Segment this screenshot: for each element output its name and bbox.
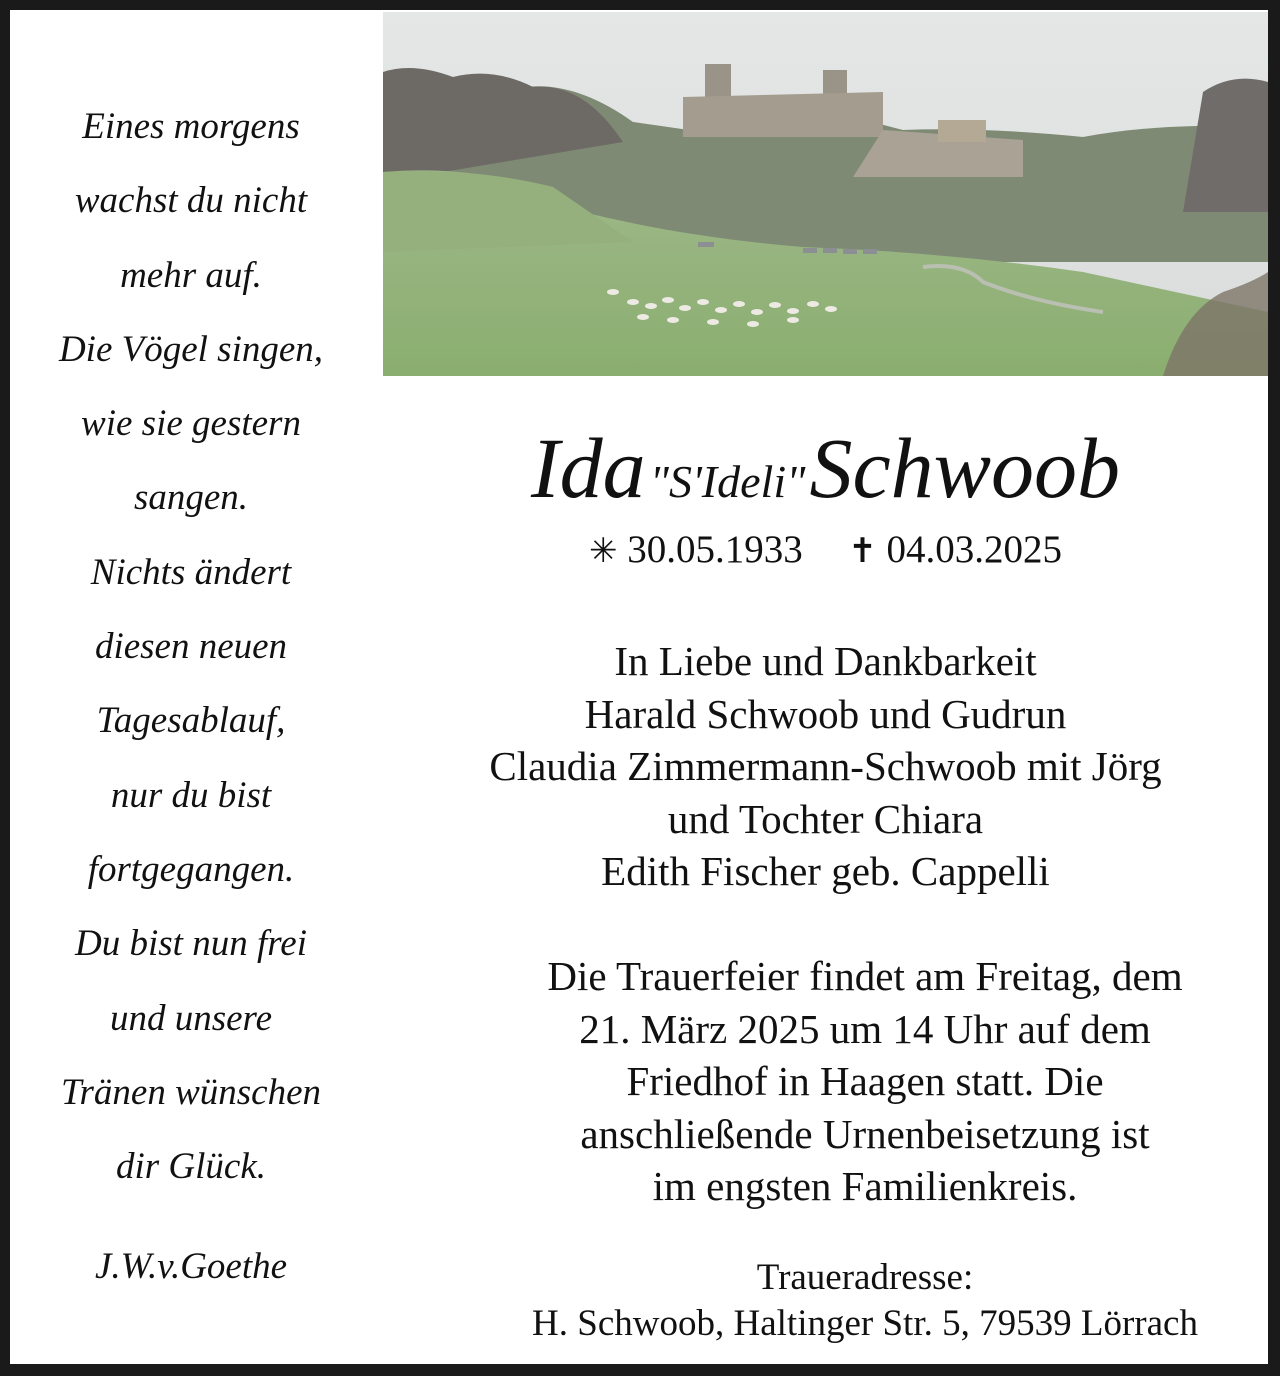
deceased-name (383, 418, 1268, 518)
birth-date: 30.05.1933 (627, 528, 803, 571)
family-line: Claudia Zimmermann-Schwoob mit Jörg (489, 743, 1162, 789)
poem-line: wie sie gestern (81, 403, 301, 445)
poem-line: Tränen wünschen (60, 1071, 322, 1113)
poem-line: Eines morgens (82, 106, 300, 147)
nickname: "S'Ideli" (649, 456, 806, 507)
death-date: 04.03.2025 (886, 528, 1062, 571)
service-line: im engsten Familienkreis. (652, 1163, 1078, 1209)
last-name: Schwoob (809, 420, 1120, 516)
poem-line: sangen. (133, 477, 249, 519)
life-dates (383, 522, 1268, 580)
landscape-castle-photo (383, 12, 1268, 376)
poem (10, 90, 372, 1304)
family-line: In Liebe und Dankbarkeit (614, 638, 1037, 684)
poem-line: wachst du nicht (74, 180, 308, 222)
service-block (410, 950, 1268, 1213)
service-line: 21. März 2025 um 14 Uhr auf dem (579, 1005, 1151, 1052)
poem-line: Tagesablauf, (96, 700, 286, 742)
cross-icon: ✝ (848, 533, 877, 570)
poem-author: J.W.v.Goethe (94, 1246, 288, 1288)
poem-line: und unsere (109, 997, 273, 1039)
first-name: Ida (531, 420, 646, 516)
address-block (410, 1255, 1268, 1347)
poem-line: Die Vögel singen, (58, 328, 324, 370)
obituary-card (10, 10, 1268, 1364)
address-line: H. Schwoob, Haltinger Str. 5, 79539 Lörrach (532, 1303, 1198, 1344)
poem-line: dir Glück. (115, 1146, 267, 1188)
service-line: Friedhof in Haagen statt. Die (626, 1058, 1104, 1104)
poem-line: Du bist nun frei (75, 923, 307, 965)
poem-line: diesen neuen (94, 626, 288, 668)
family-line: und Tochter Chiara (667, 795, 984, 842)
family-line: Harald Schwoob und Gudrun (584, 690, 1067, 737)
photo-illustration (383, 12, 1268, 376)
family-line: Edith Fischer geb. Cappelli (601, 848, 1050, 894)
poem-line: Nichts ändert (90, 551, 292, 593)
birth-star-icon: ✳ (589, 533, 618, 570)
poem-line: nur du bist (110, 774, 272, 816)
service-line: Die Trauerfeier findet am Freitag, dem (547, 953, 1183, 999)
service-line: anschließende Urnenbeisetzung ist (580, 1110, 1150, 1157)
poem-line: mehr auf. (120, 254, 262, 296)
address-label: Traueradresse: (756, 1257, 974, 1298)
family-block (383, 635, 1268, 898)
poem-line: fortgegangen. (87, 848, 295, 890)
